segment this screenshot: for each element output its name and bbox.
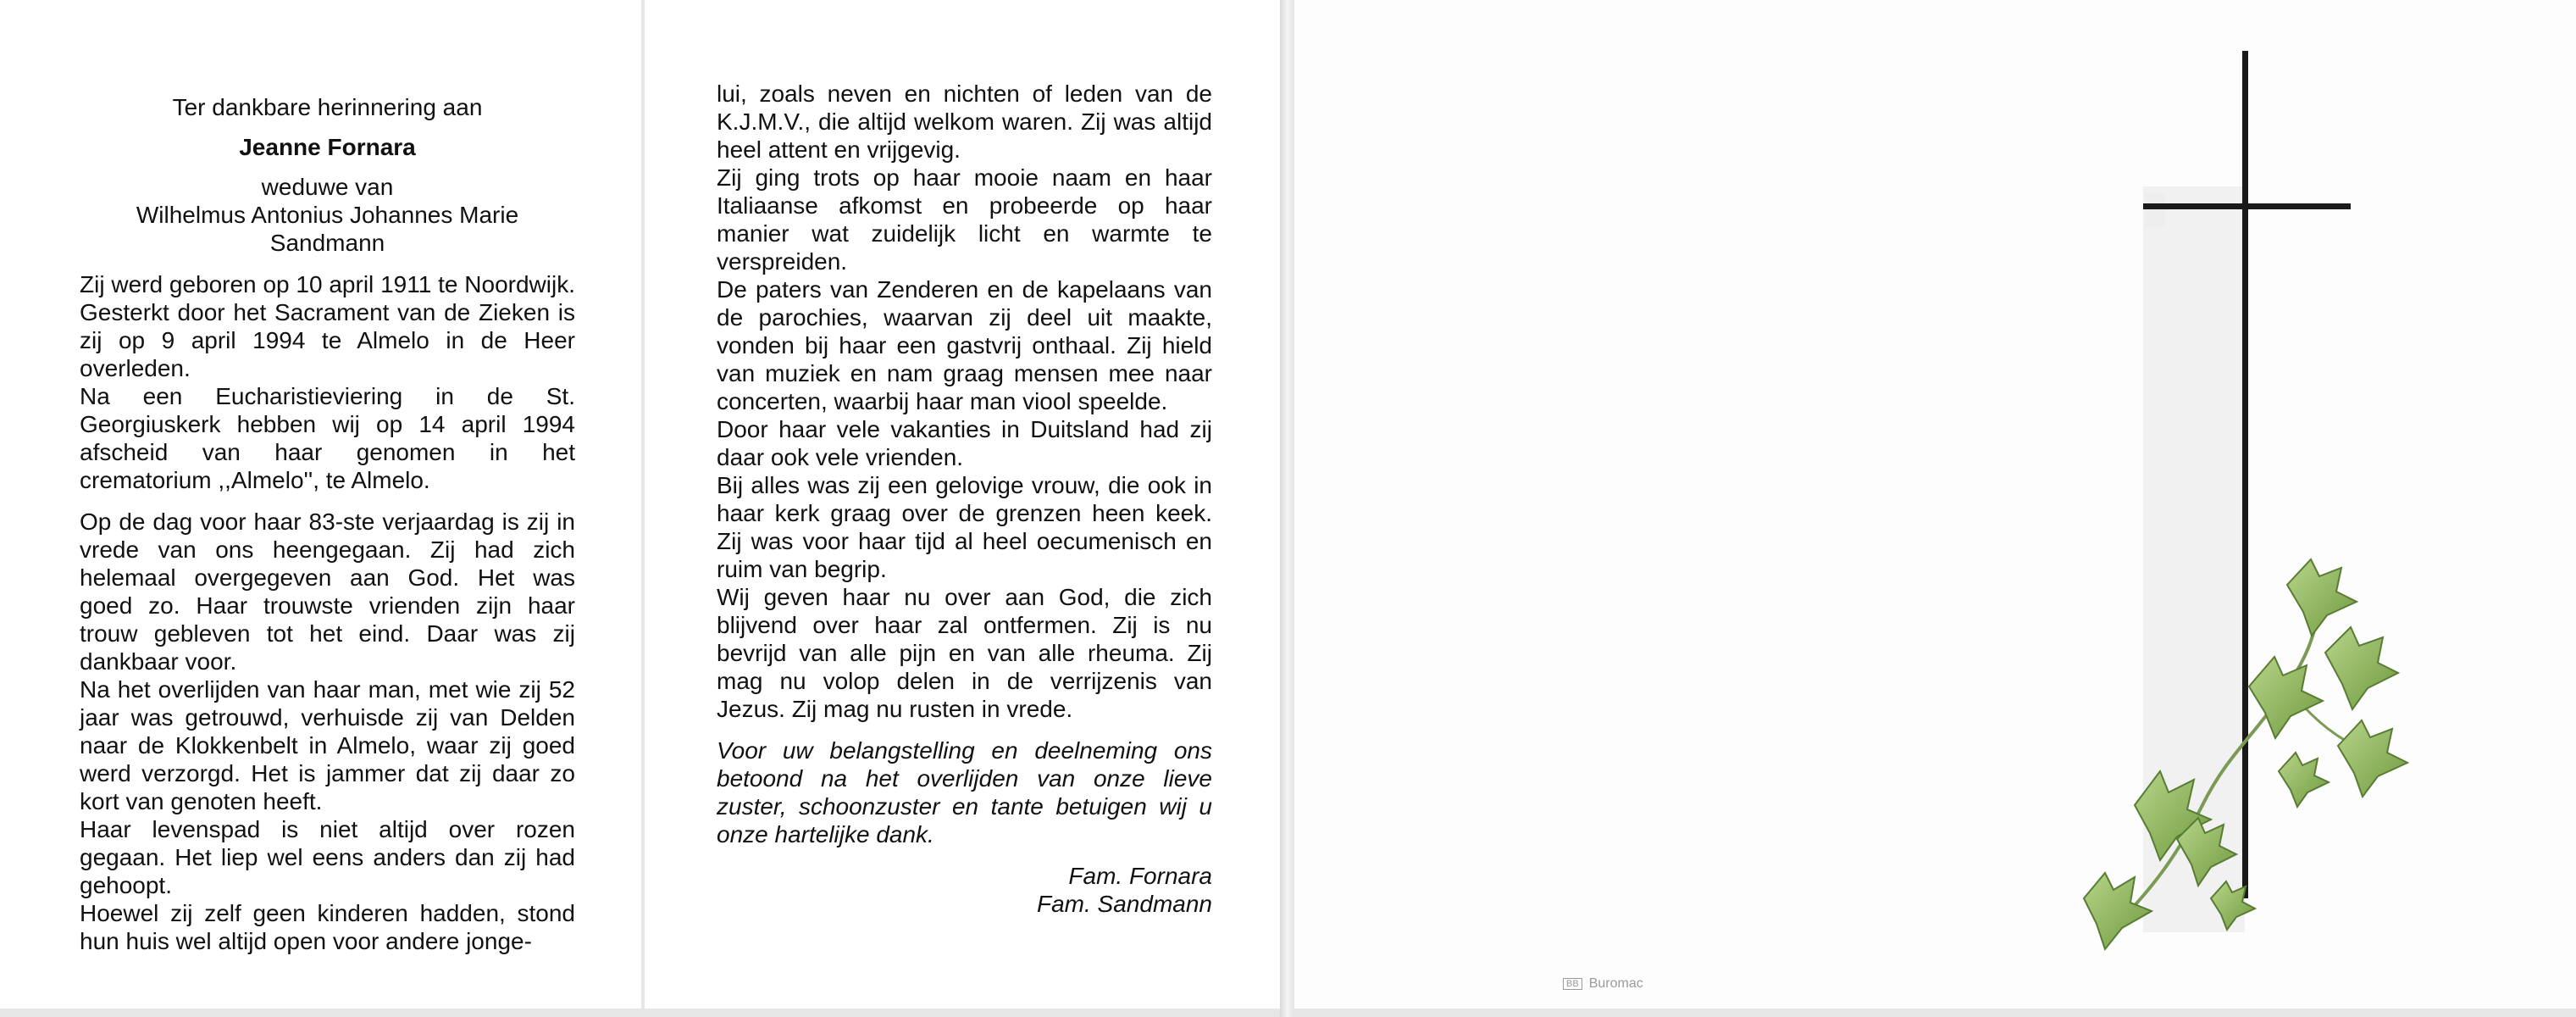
signature-fornara: Fam. Fornara [1068, 863, 1212, 889]
card-fold [1280, 0, 1292, 1017]
children-paragraph: Hoewel zij zelf geen kinderen hadden, stond hun huis wel altijd open voor andere jonge- [80, 900, 575, 954]
cross-vertical-beam [2242, 51, 2248, 898]
heritage-paragraph: Zij ging trots op haar mooie naam en haar Italiaanse afkomst en probeerde op haar manier wat zuidelijk licht en warmte te verspreiden. [717, 164, 1212, 275]
middle-card-panel [645, 0, 1280, 1009]
cross-with-ivy-icon [2033, 42, 2457, 992]
rest-paragraph: Wij geven haar nu over aan God, die zich blijvend over haar zal ontfermen. Zij is nu bevrijd van alle pijn en van alle rheuma. Zij mag nu volop delen in de verrijzenis van Jezus. Zij mag nu rusten in vrede. [717, 584, 1212, 722]
thanks-paragraph: Voor uw belangstelling en deelneming ons betoond na het overlijden van onze lieve zuster, schoonzuster en tante betuigen wij u onze hartelijke dank. [717, 737, 1212, 848]
signature-sandmann: Fam. Sandmann [1037, 891, 1212, 917]
life-path-paragraph: Haar levenspad is niet altijd over rozen gegaan. Het liep wel eens anders dan zij had gehoopt. [80, 816, 575, 898]
funeral-paragraph: Na een Eucharistieviering in de St. Georgiuskerk hebben wij op 14 april 1994 afscheid van haar genomen in het crematorium ,,Almelo'', te Almelo. [80, 383, 575, 493]
printer-mark [1563, 976, 1643, 992]
printer-logo-icon: BB [1563, 978, 1582, 990]
cross-horizontal-beam [2143, 203, 2351, 209]
holidays-paragraph: Door haar vele vakanties in Duitsland had zij daar ook vele vrienden. [717, 416, 1212, 470]
moving-paragraph: Na het overlijden van haar man, met wie zij 52 jaar was getrouwd, verhuisde zij van Delden naar de Klokkenbelt in Almelo, waar zij goed werd verzorgd. Het is jammer dat zij daar zo kort van genoten heeft. [80, 676, 575, 814]
thanks-block [717, 736, 1212, 848]
deceased-name: Jeanne Fornara [239, 134, 416, 160]
printer-name: Buromac [1588, 976, 1643, 991]
nephews-paragraph: lui, zoals neven en nichten of leden van de K.J.M.V., die altijd welkom waren. Zij was altijd heel attent en vrijgevig. [717, 81, 1212, 163]
birth-death-paragraph: Zij werd geboren op 10 april 1911 te Noordwijk. Gesterkt door het Sacrament van de Zieken is zij op 9 april 1994 te Almelo in de Heer overleden. [80, 271, 575, 381]
passing-paragraph: Op de dag voor haar 83-ste verjaardag is zij in vrede van ons heengegaan. Zij had zich helemaal overgegeven aan God. Het was goed zo. Haar trouwste vrienden zijn haar trouw gebleven tot het eind. Daar was zij dankbaar voor. [80, 508, 575, 675]
widow-of-line: weduwe van [261, 174, 394, 200]
intro-line: Ter dankbare herinnering aan [172, 94, 483, 120]
husband-name-line2: Sandmann [269, 230, 385, 256]
left-card-panel [0, 0, 641, 1009]
faith-paragraph: Bij alles was zij een gelovige vrouw, die ook in haar kerk graag over de grenzen heen keek. Zij was voor haar tijd al heel oecumenisch en ruim van begrip. [717, 472, 1212, 582]
hospitality-paragraph: De paters van Zenderen en de kapelaans van de parochies, waarvan zij deel uit maakte, vonden bij haar een gastvrij onthaal. Zij hield van muziek en nam graag mensen mee naar concerten, waarbij haar man viool speelde. [717, 276, 1212, 414]
husband-name-line1: Wilhelmus Antonius Johannes Marie [136, 202, 519, 228]
left-text-block [80, 93, 575, 955]
middle-text-block [717, 80, 1212, 918]
